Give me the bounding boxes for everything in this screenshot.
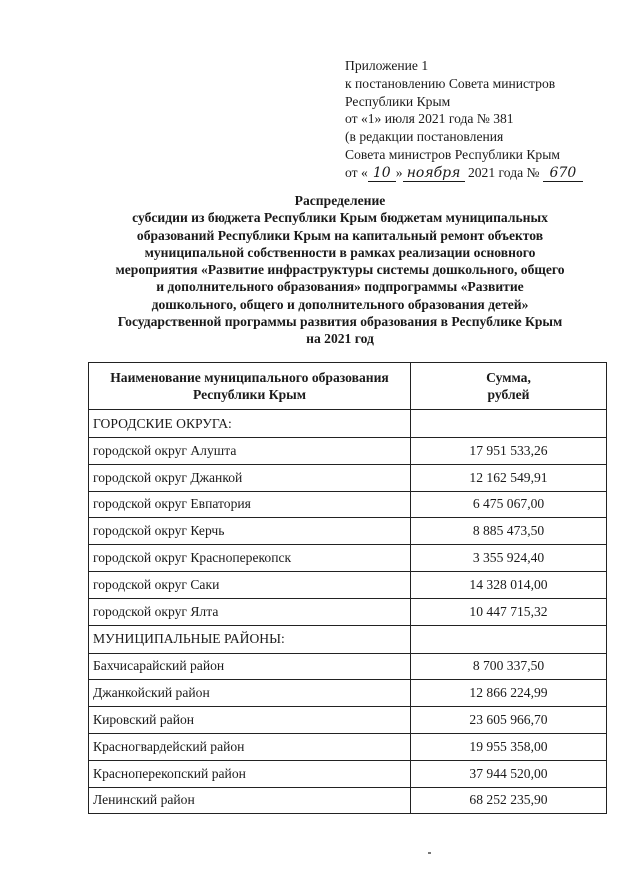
distribution-table — [88, 362, 607, 814]
header-sum: Сумма, рублей — [411, 363, 607, 410]
municipality-name: городской округ Саки — [89, 571, 411, 598]
municipality-name: городской округ Керчь — [89, 518, 411, 545]
table-row — [89, 598, 607, 625]
section-label: МУНИЦИПАЛЬНЫЕ РАЙОНЫ: — [89, 625, 411, 653]
table-row — [89, 680, 607, 707]
table-row — [89, 733, 607, 760]
table-row — [89, 438, 607, 465]
title-line: муниципальной собственности в рамках реализации основного — [144, 244, 536, 260]
municipality-name: Бахчисарайский район — [89, 653, 411, 680]
table-row — [89, 491, 607, 518]
table-row — [89, 518, 607, 545]
title-line: мероприятия «Развитие инфраструктуры системы дошкольного, общего — [115, 262, 565, 278]
section-label: ГОРОДСКИЕ ОКРУГА: — [89, 410, 411, 438]
subsidy-sum: 68 252 235,90 — [411, 787, 607, 814]
handwritten-day: 10 — [368, 166, 396, 182]
subsidy-sum: 17 951 533,26 — [411, 438, 607, 465]
document-title — [80, 192, 600, 348]
municipality-name: Джанкойский район — [89, 680, 411, 707]
header-municipality: Наименование муниципального образования Республики Крым — [89, 363, 411, 410]
municipality-name: Ленинский район — [89, 787, 411, 814]
title-line: Распределение — [294, 193, 386, 208]
subsidy-sum: 37 944 520,00 — [411, 760, 607, 787]
annex-amendment-date-line — [345, 164, 625, 182]
table-row — [89, 571, 607, 598]
annex-header — [345, 57, 625, 182]
table-row — [89, 707, 607, 734]
annex-line: Совета министров Республики Крым — [345, 146, 560, 162]
subsidy-sum: 12 866 224,99 — [411, 680, 607, 707]
subsidy-sum: 8 885 473,50 — [411, 518, 607, 545]
subsidy-sum: 6 475 067,00 — [411, 491, 607, 518]
section-row-districts — [89, 625, 607, 653]
annex-text: » — [395, 164, 403, 180]
table-row — [89, 760, 607, 787]
empty-cell — [411, 410, 607, 438]
table-row — [89, 545, 607, 572]
municipality-name: городской округ Ялта — [89, 598, 411, 625]
subsidy-sum: 14 328 014,00 — [411, 571, 607, 598]
annex-text: от « — [345, 164, 368, 180]
subsidy-sum: 3 355 924,40 — [411, 545, 607, 572]
municipality-name: Красногвардейский район — [89, 733, 411, 760]
title-line: субсидии из бюджета Республики Крым бюджетам муниципальных — [132, 210, 548, 226]
scan-speck — [428, 852, 431, 854]
municipality-name: Красноперекопский район — [89, 760, 411, 787]
annex-line: Приложение 1 — [345, 58, 429, 73]
table-row — [89, 464, 607, 491]
title-line: на 2021 год — [306, 331, 374, 347]
section-row-urban — [89, 410, 607, 438]
annex-text: 2021 года № — [464, 164, 543, 180]
table-header-row — [89, 363, 607, 410]
handwritten-number: 670 — [543, 166, 583, 182]
municipality-name: городской округ Алушта — [89, 438, 411, 465]
subsidy-sum: 12 162 549,91 — [411, 464, 607, 491]
table-row — [89, 653, 607, 680]
subsidy-sum: 19 955 358,00 — [411, 733, 607, 760]
annex-line: к постановлению Совета министров — [345, 75, 556, 91]
annex-line: от «1» июля 2021 года № 381 — [345, 111, 514, 127]
subsidy-sum: 8 700 337,50 — [411, 653, 607, 680]
table-row — [89, 787, 607, 814]
empty-cell — [411, 625, 607, 653]
handwritten-month: ноября — [403, 166, 465, 182]
municipality-name: городской округ Джанкой — [89, 464, 411, 491]
annex-line: Республики Крым — [345, 93, 451, 109]
annex-line: (в редакции постановления — [345, 129, 504, 145]
title-line: дошкольного, общего и дополнительного образования детей» — [151, 296, 529, 312]
title-line: образований Республики Крым на капитальный ремонт объектов — [136, 227, 544, 243]
title-line: Государственной программы развития образования в Республике Крым — [117, 314, 563, 330]
municipality-name: городской округ Евпатория — [89, 491, 411, 518]
subsidy-sum: 23 605 966,70 — [411, 707, 607, 734]
municipality-name: Кировский район — [89, 707, 411, 734]
title-line: и дополнительного образования» подпрограммы «Развитие — [156, 279, 524, 295]
municipality-name: городской округ Красноперекопск — [89, 545, 411, 572]
subsidy-sum: 10 447 715,32 — [411, 598, 607, 625]
